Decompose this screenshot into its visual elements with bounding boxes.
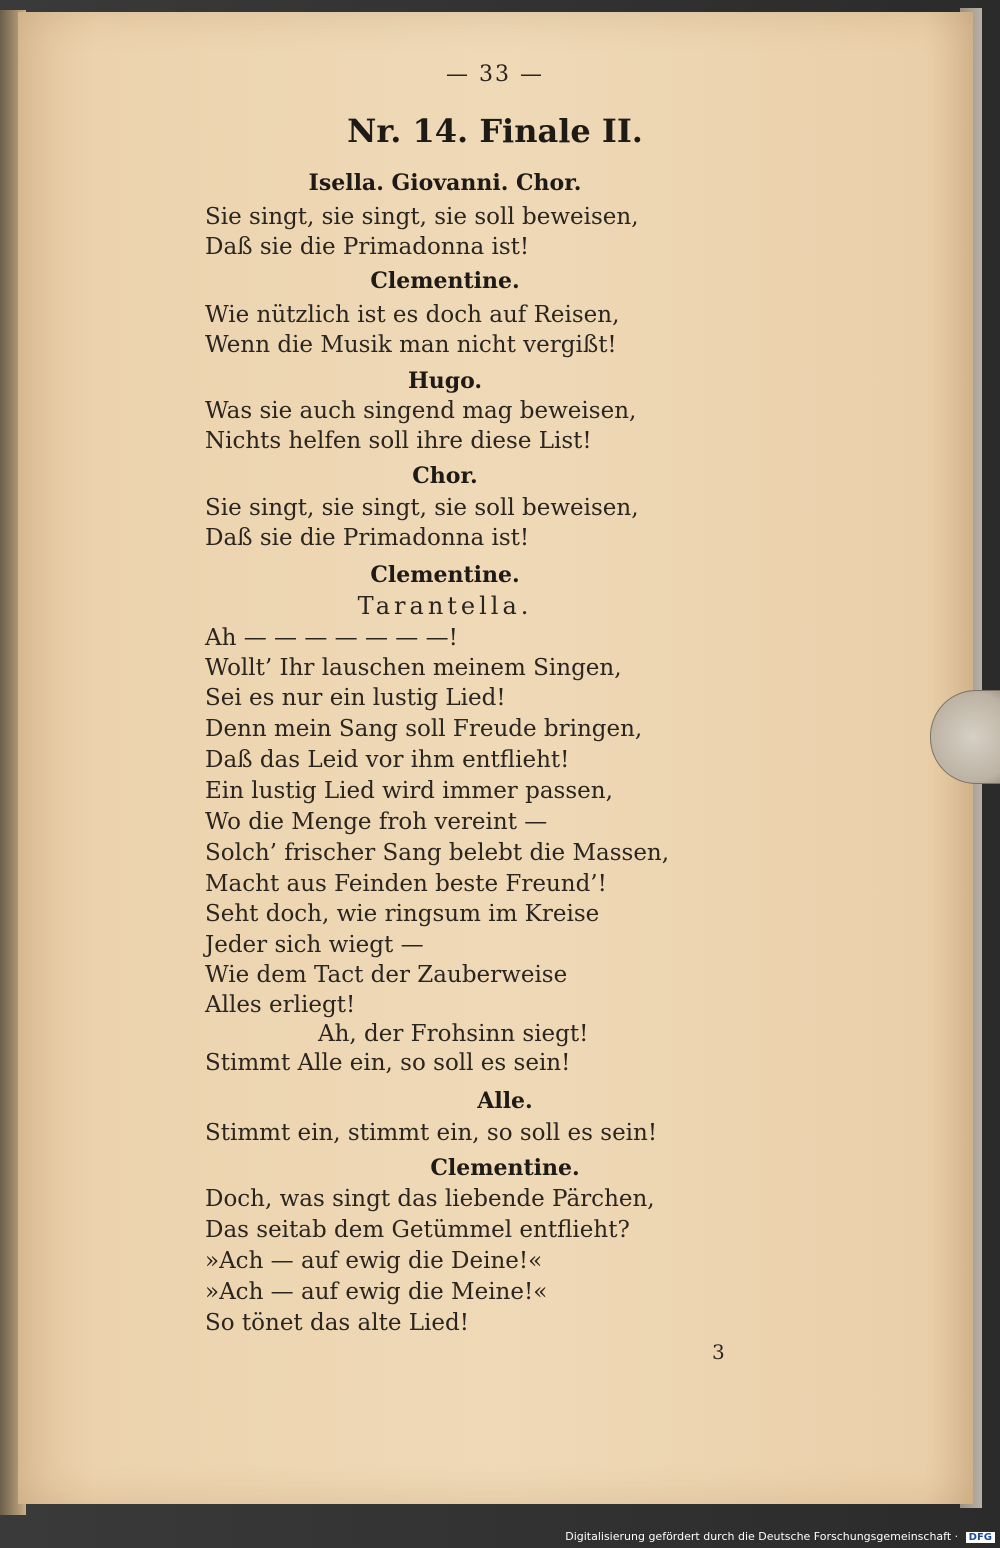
verse-line: Macht aus Feinden beste Freund’!	[205, 871, 607, 897]
verse-line: Denn mein Sang soll Freude bringen,	[205, 716, 643, 742]
verse-line: Alles erliegt!	[205, 992, 356, 1018]
verse-line: Sie singt, sie singt, sie soll beweisen,	[205, 204, 639, 230]
signature-number: 3	[712, 1340, 725, 1364]
page-number: — 33 —	[446, 62, 544, 87]
speaker-heading: Isella. Giovanni. Chor.	[308, 170, 582, 196]
verse-line: Seht doch, wie ringsum im Kreise	[205, 901, 600, 927]
speaker-heading: Clementine.	[430, 1155, 580, 1181]
subtitle: Tarantella.	[357, 592, 533, 620]
verse-line: Sie singt, sie singt, sie soll beweisen,	[205, 495, 639, 521]
speaker-heading: Hugo.	[407, 368, 483, 394]
funding-text: Digitalisierung gefördert durch die Deutsche Forschungsgemeinschaft	[565, 1530, 952, 1543]
verse-line: Ah, der Frohsinn siegt!	[318, 1021, 589, 1047]
verse-line: Nichts helfen soll ihre diese List!	[205, 428, 592, 454]
verse-line: Stimmt ein, stimmt ein, so soll es sein!	[205, 1120, 658, 1146]
verse-line: Wo die Menge froh vereint —	[205, 809, 548, 835]
page-title: Nr. 14. Finale II.	[347, 112, 643, 150]
verse-line: Stimmt Alle ein, so soll es sein!	[205, 1050, 571, 1076]
speaker-heading: Chor.	[412, 463, 478, 489]
verse-line: So tönet das alte Lied!	[205, 1310, 469, 1336]
funding-footer: Digitalisierung gefördert durch die Deutsche Forschungsgemeinschaft · DFG	[480, 1530, 995, 1543]
verse-line: Solch’ frischer Sang belebt die Massen,	[205, 840, 670, 866]
verse-line: Wie dem Tact der Zauberweise	[205, 962, 568, 988]
verse-line: Sei es nur ein lustig Lied!	[205, 685, 506, 711]
verse-line: Jeder sich wiegt —	[205, 932, 424, 958]
verse-line: Ah — — — — — — —!	[205, 625, 458, 651]
speaker-heading: Clementine.	[370, 268, 520, 294]
verse-line: Ein lustig Lied wird immer passen,	[205, 778, 613, 804]
verse-line: Was sie auch singend mag beweisen,	[205, 398, 637, 424]
dfg-logo: DFG	[966, 1532, 995, 1543]
verse-line: Wie nützlich ist es doch auf Reisen,	[205, 302, 620, 328]
verse-line: Das seitab dem Getümmel entflieht?	[205, 1217, 630, 1243]
verse-line: Daß das Leid vor ihm entflieht!	[205, 747, 570, 773]
speaker-heading: Alle.	[477, 1088, 533, 1114]
speaker-heading: Clementine.	[370, 562, 520, 588]
verse-line: Wollt’ Ihr lauschen meinem Singen,	[205, 655, 622, 681]
verse-line: Wenn die Musik man nicht vergißt!	[205, 332, 617, 358]
verse-line: »Ach — auf ewig die Meine!«	[205, 1279, 548, 1305]
verse-line: Doch, was singt das liebende Pärchen,	[205, 1186, 655, 1212]
verse-line: Daß sie die Primadonna ist!	[205, 525, 530, 551]
verse-line: »Ach — auf ewig die Deine!«	[205, 1248, 543, 1274]
verse-line: Daß sie die Primadonna ist!	[205, 234, 530, 260]
